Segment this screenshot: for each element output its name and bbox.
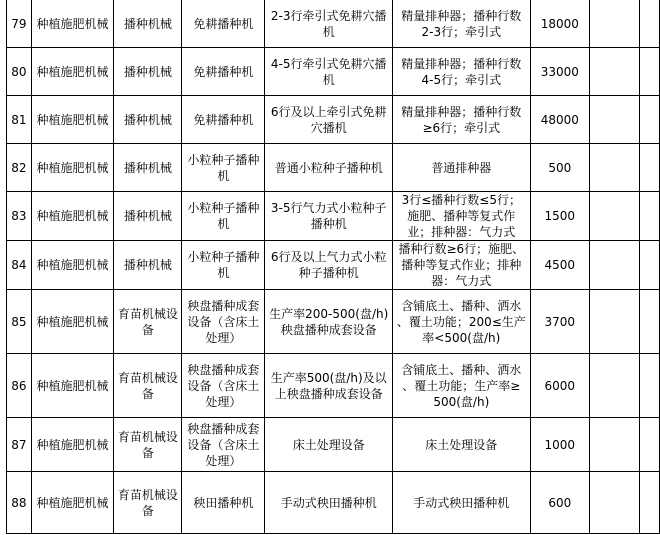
empty-cell[interactable] <box>640 48 660 96</box>
params-cell[interactable]: 含铺底土、播种、洒水 、覆土功能；200≤生产 率<500(盘/h) <box>393 290 531 354</box>
row-number-cell[interactable]: 85 <box>7 290 32 354</box>
row-number-cell[interactable]: 84 <box>7 241 32 290</box>
params-cell[interactable]: 手动式秧田播种机 <box>393 472 531 534</box>
table-row <box>7 96 660 144</box>
empty-cell[interactable] <box>640 241 660 290</box>
subsidy-cell[interactable]: 33000 <box>530 48 589 96</box>
item-cell[interactable]: 秧田播种机 <box>182 472 265 534</box>
category-cell[interactable]: 种植施肥机械 <box>31 241 114 290</box>
table-row <box>7 192 660 241</box>
subcategory-cell[interactable]: 育苗机械设 备 <box>114 472 182 534</box>
empty-cell[interactable] <box>590 418 640 472</box>
row-number-cell[interactable]: 87 <box>7 418 32 472</box>
grade-cell[interactable]: 6行及以上牵引式免耕 穴播机 <box>265 96 393 144</box>
table-body <box>7 0 660 534</box>
params-cell[interactable]: 精量排种器；播种行数 4-5行；牵引式 <box>393 48 531 96</box>
grade-cell[interactable]: 2-3行牵引式免耕穴播 机 <box>265 0 393 48</box>
grade-cell[interactable]: 生产率200-500(盘/h) 秧盘播种成套设备 <box>265 290 393 354</box>
row-number-cell[interactable]: 86 <box>7 354 32 418</box>
category-cell[interactable]: 种植施肥机械 <box>31 96 114 144</box>
row-number-cell[interactable]: 82 <box>7 144 32 192</box>
category-cell[interactable]: 种植施肥机械 <box>31 354 114 418</box>
category-cell[interactable]: 种植施肥机械 <box>31 48 114 96</box>
empty-cell[interactable] <box>590 144 640 192</box>
subcategory-cell[interactable]: 播种机械 <box>114 96 182 144</box>
empty-cell[interactable] <box>640 354 660 418</box>
empty-cell[interactable] <box>590 192 640 241</box>
subsidy-cell[interactable]: 18000 <box>530 0 589 48</box>
table-row <box>7 241 660 290</box>
params-cell[interactable]: 含铺底土、播种、洒水 、覆土功能；生产率≥ 500(盘/h) <box>393 354 531 418</box>
empty-cell[interactable] <box>590 0 640 48</box>
subsidy-cell[interactable]: 500 <box>530 144 589 192</box>
item-cell[interactable]: 秧盘播种成套 设备（含床土 处理） <box>182 290 265 354</box>
category-cell[interactable]: 种植施肥机械 <box>31 418 114 472</box>
grade-cell[interactable]: 手动式秧田播种机 <box>265 472 393 534</box>
empty-cell[interactable] <box>590 290 640 354</box>
subcategory-cell[interactable]: 育苗机械设 备 <box>114 354 182 418</box>
table-row <box>7 418 660 472</box>
params-cell[interactable]: 3行≤播种行数≤5行； 施肥、播种等复式作 业；排种器：气力式 <box>393 192 531 241</box>
params-cell[interactable]: 普通排种器 <box>393 144 531 192</box>
category-cell[interactable]: 种植施肥机械 <box>31 144 114 192</box>
empty-cell[interactable] <box>640 290 660 354</box>
subcategory-cell[interactable]: 播种机械 <box>114 48 182 96</box>
table-row <box>7 354 660 418</box>
subsidy-cell[interactable]: 48000 <box>530 96 589 144</box>
item-cell[interactable]: 秧盘播种成套 设备（含床土 处理） <box>182 418 265 472</box>
params-cell[interactable]: 播种行数≥6行；施肥、 播种等复式作业；排种 器：气力式 <box>393 241 531 290</box>
subcategory-cell[interactable]: 播种机械 <box>114 192 182 241</box>
grade-cell[interactable]: 普通小粒种子播种机 <box>265 144 393 192</box>
table-row <box>7 290 660 354</box>
table-row <box>7 144 660 192</box>
grade-cell[interactable]: 3-5行气力式小粒种子 播种机 <box>265 192 393 241</box>
subsidy-cell[interactable]: 6000 <box>530 354 589 418</box>
item-cell[interactable]: 免耕播种机 <box>182 0 265 48</box>
params-cell[interactable]: 精量排种器；播种行数 2-3行；牵引式 <box>393 0 531 48</box>
params-cell[interactable]: 床土处理设备 <box>393 418 531 472</box>
empty-cell[interactable] <box>640 144 660 192</box>
grade-cell[interactable]: 生产率500(盘/h)及以 上秧盘播种成套设备 <box>265 354 393 418</box>
category-cell[interactable]: 种植施肥机械 <box>31 472 114 534</box>
grade-cell[interactable]: 床土处理设备 <box>265 418 393 472</box>
empty-cell[interactable] <box>640 418 660 472</box>
table-row <box>7 48 660 96</box>
subsidy-cell[interactable]: 4500 <box>530 241 589 290</box>
item-cell[interactable]: 秧盘播种成套 设备（含床土 处理） <box>182 354 265 418</box>
subsidy-cell[interactable]: 1500 <box>530 192 589 241</box>
row-number-cell[interactable]: 81 <box>7 96 32 144</box>
item-cell[interactable]: 小粒种子播种 机 <box>182 241 265 290</box>
params-cell[interactable]: 精量排种器；播种行数 ≥6行；牵引式 <box>393 96 531 144</box>
empty-cell[interactable] <box>590 241 640 290</box>
item-cell[interactable]: 小粒种子播种 机 <box>182 192 265 241</box>
empty-cell[interactable] <box>590 96 640 144</box>
row-number-cell[interactable]: 83 <box>7 192 32 241</box>
category-cell[interactable]: 种植施肥机械 <box>31 290 114 354</box>
empty-cell[interactable] <box>590 48 640 96</box>
empty-cell[interactable] <box>640 472 660 534</box>
empty-cell[interactable] <box>640 96 660 144</box>
empty-cell[interactable] <box>590 354 640 418</box>
subcategory-cell[interactable]: 育苗机械设 备 <box>114 290 182 354</box>
table-row <box>7 0 660 48</box>
subcategory-cell[interactable]: 播种机械 <box>114 144 182 192</box>
subsidy-cell[interactable]: 3700 <box>530 290 589 354</box>
row-number-cell[interactable]: 80 <box>7 48 32 96</box>
subcategory-cell[interactable]: 播种机械 <box>114 0 182 48</box>
category-cell[interactable]: 种植施肥机械 <box>31 0 114 48</box>
subcategory-cell[interactable]: 育苗机械设 备 <box>114 418 182 472</box>
empty-cell[interactable] <box>640 192 660 241</box>
subcategory-cell[interactable]: 播种机械 <box>114 241 182 290</box>
item-cell[interactable]: 小粒种子播种 机 <box>182 144 265 192</box>
item-cell[interactable]: 免耕播种机 <box>182 48 265 96</box>
item-cell[interactable]: 免耕播种机 <box>182 96 265 144</box>
subsidy-table <box>6 0 660 534</box>
row-number-cell[interactable]: 88 <box>7 472 32 534</box>
empty-cell[interactable] <box>640 0 660 48</box>
grade-cell[interactable]: 4-5行牵引式免耕穴播 机 <box>265 48 393 96</box>
table-row <box>7 472 660 534</box>
subsidy-cell[interactable]: 1000 <box>530 418 589 472</box>
subsidy-cell[interactable]: 600 <box>530 472 589 534</box>
grade-cell[interactable]: 6行及以上气力式小粒 种子播种机 <box>265 241 393 290</box>
row-number-cell[interactable]: 79 <box>7 0 32 48</box>
category-cell[interactable]: 种植施肥机械 <box>31 192 114 241</box>
empty-cell[interactable] <box>590 472 640 534</box>
